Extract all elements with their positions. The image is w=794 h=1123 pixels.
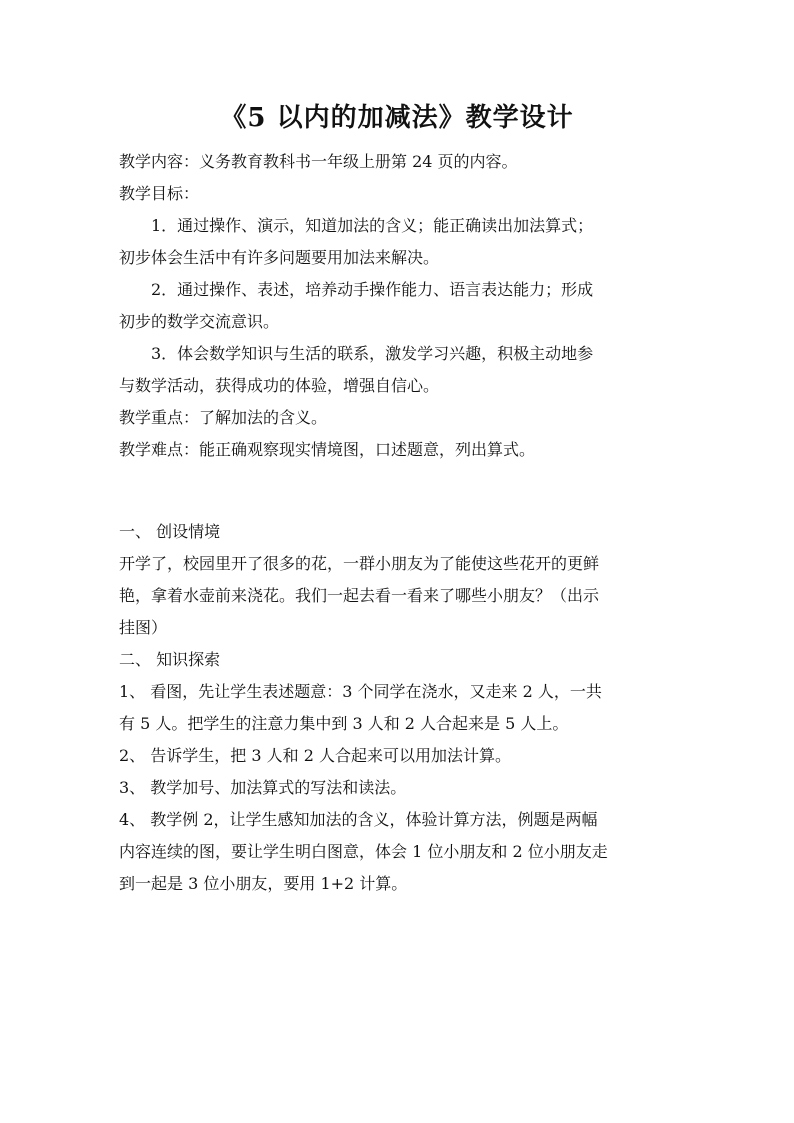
section-1-line-3: 挂图） <box>119 618 168 637</box>
teaching-content-line: 教学内容：义务教育教科书一年级上册第 24 页的内容。 <box>119 152 518 171</box>
section-2-heading: 二、 知识探索 <box>119 650 221 669</box>
teaching-goals-heading: 教学目标： <box>119 184 200 203</box>
step-4-line-1: 4、 教学例 2，让学生感知加法的含义，体验计算方法，例题是两幅 <box>119 810 598 829</box>
teaching-key-point: 教学重点：了解加法的含义。 <box>119 408 328 427</box>
step-1-line-2: 有 5 人。把学生的注意力集中到 3 人和 2 人合起来是 5 人上。 <box>119 714 569 733</box>
goal-3-line-2: 与数学活动，获得成功的体验，增强自信心。 <box>119 376 440 395</box>
goal-1-line-2: 初步体会生活中有许多问题要用加法来解决。 <box>119 248 440 267</box>
document-body <box>119 146 679 900</box>
section-1-line-2: 艳，拿着水壶前来浇花。我们一起去看一看来了哪些小朋友？（出示 <box>119 586 600 605</box>
step-2-line: 2、 告诉学生，把 3 人和 2 人合起来可以用加法计算。 <box>119 746 511 765</box>
step-1-line-1: 1、 看图，先让学生表述题意：3 个同学在浇水，又走来 2 人，一共 <box>119 682 602 701</box>
goal-2-line-2: 初步的数学交流意识。 <box>119 312 280 331</box>
section-1-heading: 一、 创设情境 <box>119 522 221 541</box>
step-4-line-2: 内容连续的图，要让学生明白图意，体会 1 位小朋友和 2 位小朋友走 <box>119 842 608 861</box>
goal-2-line-1: 2．通过操作、表述，培养动手操作能力、语言表达能力；形成 <box>151 280 594 299</box>
goal-1-line-1: 1．通过操作、演示，知道加法的含义；能正确读出加法算式； <box>151 216 594 235</box>
step-4-line-3: 到一起是 3 位小朋友，要用 1+2 计算。 <box>119 874 408 893</box>
document-title: 《5 以内的加减法》教学设计 <box>220 103 574 133</box>
teaching-difficulty: 教学难点：能正确观察现实情境图，口述题意，列出算式。 <box>119 440 536 459</box>
step-3-line: 3、 教学加号、加法算式的写法和读法。 <box>119 778 407 797</box>
goal-3-line-1: 3．体会数学知识与生活的联系，激发学习兴趣，积极主动地参 <box>151 344 594 363</box>
section-1-line-1: 开学了，校园里开了很多的花，一群小朋友为了能使这些花开的更鲜 <box>119 554 600 573</box>
blank-spacer <box>119 466 679 516</box>
